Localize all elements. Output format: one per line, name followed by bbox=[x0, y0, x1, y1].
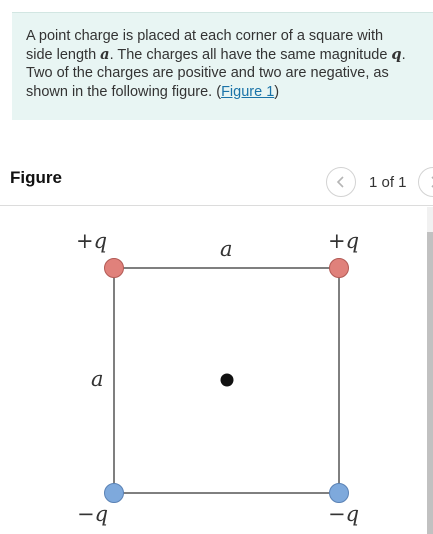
previous-figure-button[interactable] bbox=[326, 167, 356, 197]
page-count: 1 of 1 bbox=[369, 174, 407, 191]
chevron-right-icon bbox=[429, 175, 433, 189]
charge-label-top-left: +q bbox=[76, 229, 108, 253]
figure-link[interactable]: Figure 1 bbox=[221, 83, 275, 100]
figure-area bbox=[0, 207, 427, 534]
problem-line-4 bbox=[26, 83, 423, 102]
center-point bbox=[221, 374, 234, 387]
positive-charge-top-left bbox=[105, 259, 124, 278]
problem-statement bbox=[12, 12, 433, 120]
next-figure-button[interactable] bbox=[418, 167, 433, 197]
positive-charge-top-right bbox=[330, 259, 349, 278]
problem-text: . The charges all have the same magnitude bbox=[109, 46, 392, 63]
problem-text: ) bbox=[274, 83, 280, 100]
problem-line-1: A point charge is placed at each corner of a square with bbox=[26, 28, 384, 44]
charge-square-diagram bbox=[0, 207, 427, 534]
figure-title: Figure bbox=[10, 168, 62, 187]
chevron-left-icon bbox=[336, 175, 346, 189]
side-length-label-left: a bbox=[91, 367, 104, 391]
problem-text: shown in the following figure. ( bbox=[26, 83, 222, 100]
problem-text: side length bbox=[26, 46, 101, 63]
side-length-label-top: a bbox=[220, 237, 233, 261]
variable-a: a bbox=[100, 45, 110, 63]
problem-text: . bbox=[401, 46, 406, 63]
charge-label-bottom-left: −q bbox=[77, 502, 109, 526]
negative-charge-bottom-left bbox=[105, 484, 124, 503]
variable-q: q bbox=[391, 45, 402, 63]
scrollbar-thumb[interactable] bbox=[427, 232, 433, 534]
negative-charge-bottom-right bbox=[330, 484, 349, 503]
problem-line-3: Two of the charges are positive and two are negative, as bbox=[26, 65, 389, 81]
charge-label-top-right: +q bbox=[328, 229, 360, 253]
problem-line-2 bbox=[26, 46, 423, 65]
figure-header bbox=[0, 160, 433, 206]
charge-label-bottom-right: −q bbox=[328, 502, 360, 526]
